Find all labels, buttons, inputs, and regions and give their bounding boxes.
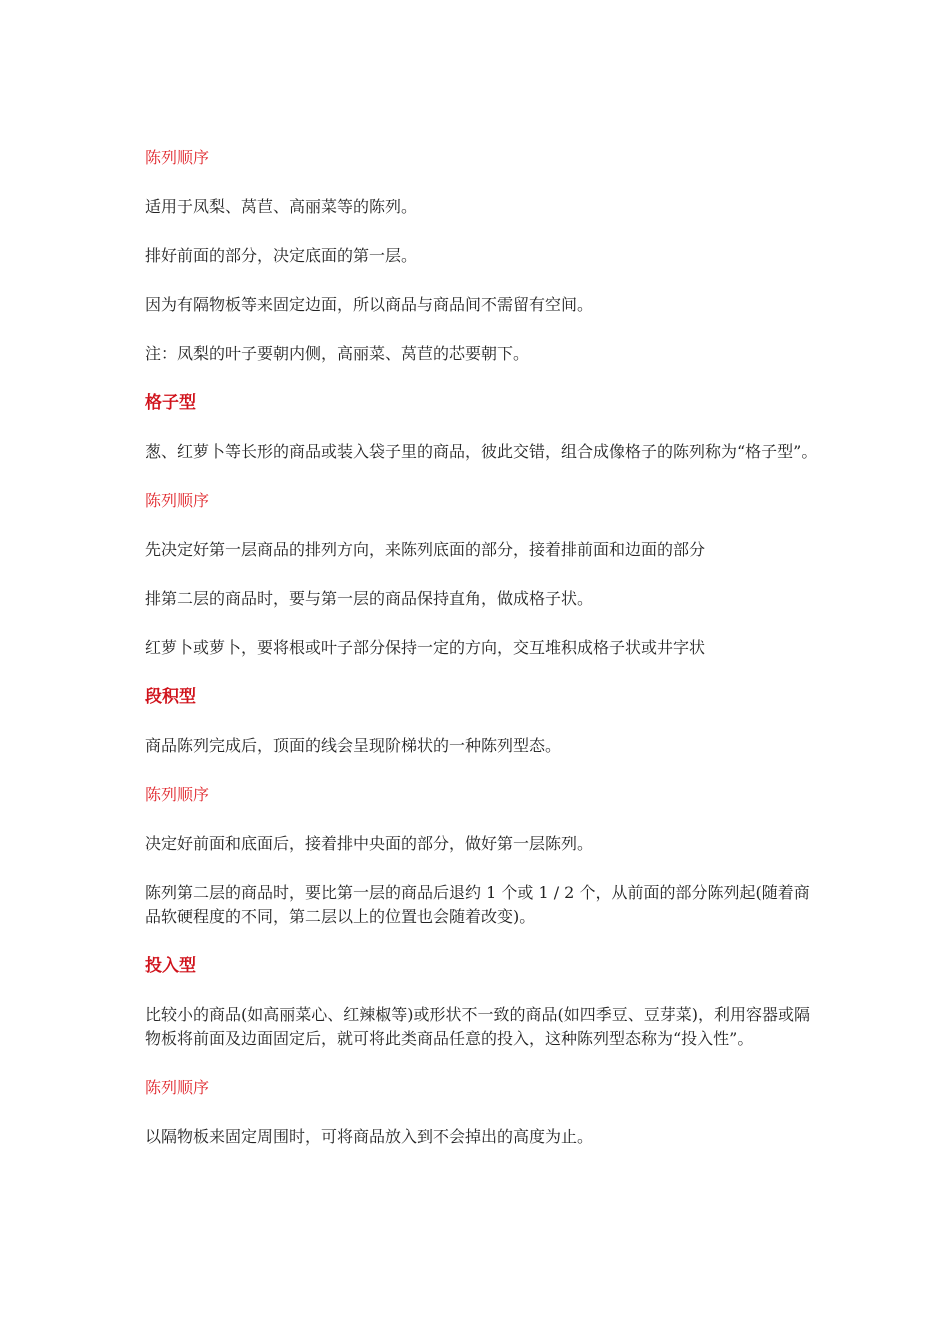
section-heading: 格子型 [145, 393, 196, 413]
paragraph: 注：凤梨的叶子要朝内侧，高丽菜、莴苣的芯要朝下。 [145, 344, 530, 363]
section-subheading: 陈列顺序 [145, 491, 210, 510]
paragraph: 红萝卜或萝卜，要将根或叶子部分保持一定的方向，交互堆积成格子状或井字状 [145, 638, 706, 657]
section-heading: 段积型 [145, 687, 196, 707]
paragraph: 葱、红萝卜等长形的商品或装入袋子里的商品，彼此交错，组合成像格子的陈列称为“格子型”。 [145, 442, 818, 461]
paragraph: 比较小的商品(如高丽菜心、红辣椒等)或形状不一致的商品(如四季豆、豆芽菜)，利用容器或隔物板将前面及边面固定后，就可将此类商品任意的投入，这种陈列型态称为“投入性”。 [145, 1005, 810, 1048]
paragraph: 先决定好第一层商品的排列方向，来陈列底面的部分，接着排前面和边面的部分 [145, 540, 706, 559]
document-page [145, 146, 825, 1174]
paragraph: 决定好前面和底面后，接着排中央面的部分，做好第一层陈列。 [145, 834, 594, 853]
paragraph: 排好前面的部分，决定底面的第一层。 [145, 246, 418, 265]
section-subheading: 陈列顺序 [145, 1078, 210, 1097]
paragraph: 适用于凤梨、莴苣、高丽菜等的陈列。 [145, 197, 418, 216]
paragraph: 陈列第二层的商品时，要比第一层的商品后退约 1 个或 1 / 2 个，从前面的部分陈列起(随着商品软硬程度的不同，第二层以上的位置也会随着改变)。 [145, 883, 810, 926]
section-subheading: 陈列顺序 [145, 148, 210, 167]
paragraph: 因为有隔物板等来固定边面，所以商品与商品间不需留有空间。 [145, 295, 594, 314]
section-subheading: 陈列顺序 [145, 785, 210, 804]
paragraph: 商品陈列完成后，顶面的线会呈现阶梯状的一种陈列型态。 [145, 736, 562, 755]
section-heading: 投入型 [145, 956, 196, 976]
paragraph: 排第二层的商品时，要与第一层的商品保持直角，做成格子状。 [145, 589, 594, 608]
paragraph: 以隔物板来固定周围时，可将商品放入到不会掉出的高度为止。 [145, 1127, 594, 1146]
